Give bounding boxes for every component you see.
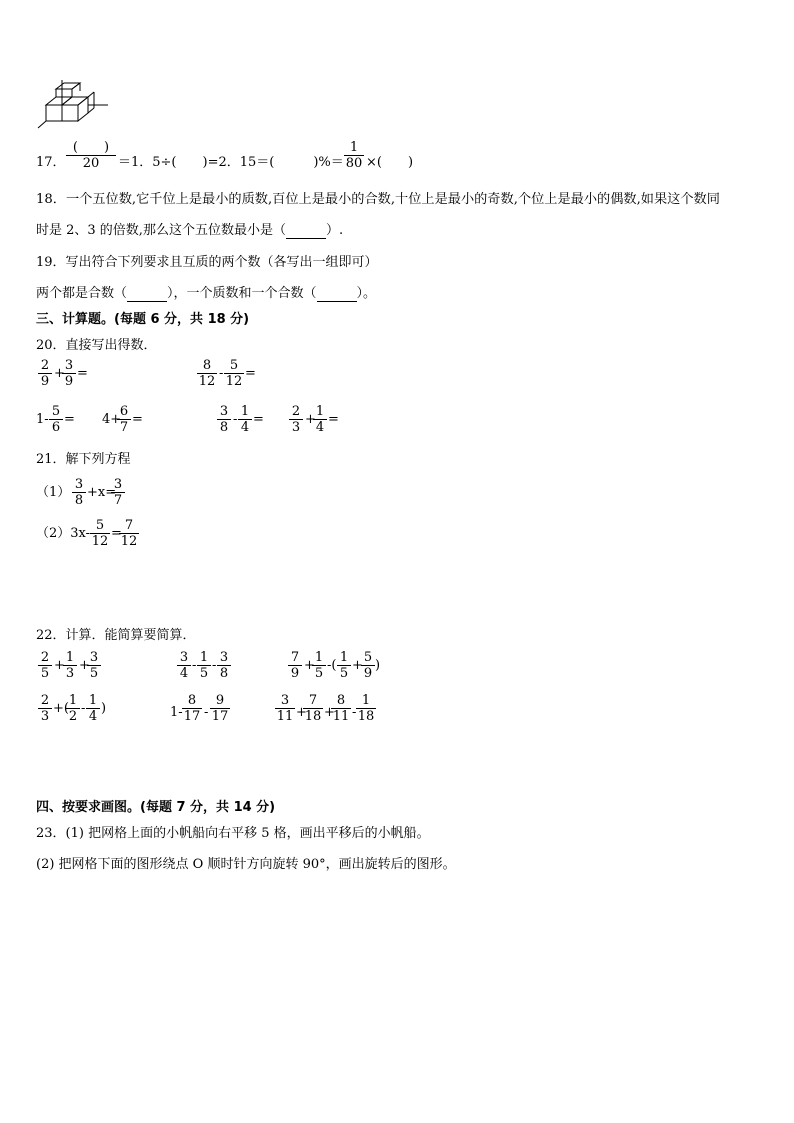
q17-fraction-2-den: 80 xyxy=(345,156,363,171)
q22-c6-op1: + xyxy=(296,705,307,720)
frac-num: 3 xyxy=(217,650,231,666)
q22-c2-frac-c xyxy=(217,650,231,681)
section-4-heading: 四、按要求画图。(每题 7 分，共 14 分) xyxy=(36,800,276,815)
frac-den: 2 xyxy=(68,709,78,724)
q20-e3-eq: = xyxy=(64,412,75,427)
q21-p1-frac-a xyxy=(72,477,86,508)
frac-num: 3 xyxy=(275,693,295,709)
frac-num: 2 xyxy=(38,693,52,709)
q22-c1-frac-c xyxy=(87,650,101,681)
q20-e1-frac-a xyxy=(38,358,52,389)
q22-c3-frac-b xyxy=(312,650,326,681)
frac-den: 8 xyxy=(219,420,229,435)
q20-e6-frac-b xyxy=(313,404,327,435)
frac-den: 3 xyxy=(65,666,75,681)
q20-e2-frac-b xyxy=(224,358,244,389)
frac-num: 2 xyxy=(38,358,52,374)
q22-c6-op2: + xyxy=(324,705,335,720)
q22-c3-op2: -( xyxy=(327,658,337,673)
q23-line-2: (2) 把网格下面的图形绕点 O 顺时针方向旋转 90°，画出旋转后的图形。 xyxy=(36,857,456,872)
q20-e5-eq: = xyxy=(253,412,264,427)
q22-c5-frac-a xyxy=(182,693,202,724)
q20-e5-op: - xyxy=(233,412,238,427)
frac-num: 2 xyxy=(38,650,52,666)
frac-den: 18 xyxy=(357,709,375,724)
q22-c3-frac-a xyxy=(288,650,302,681)
q20-e2-eq: = xyxy=(245,366,256,381)
q18-line-1: 18．一个五位数,它千位上是最小的质数,百位上是最小的合数,十位上是最小的奇数,个位上是最小的偶数,如果这个数同 xyxy=(36,192,720,207)
q20-e1-op: + xyxy=(54,366,65,381)
frac-num: 3 xyxy=(62,358,76,374)
q20-e6-op: + xyxy=(305,412,316,427)
q21-p1-mid: +x= xyxy=(87,485,117,500)
q19-blank-2[interactable] xyxy=(317,286,357,302)
frac-den: 11 xyxy=(276,709,294,724)
frac-num: 5 xyxy=(361,650,375,666)
frac-num: 3 xyxy=(87,650,101,666)
frac-den: 4 xyxy=(179,666,189,681)
frac-num: 9 xyxy=(210,693,230,709)
q20-e3-frac-a xyxy=(49,404,63,435)
section-3-heading: 三、计算题。(每题 6 分，共 18 分) xyxy=(36,312,250,327)
q17-tail-text: ×( ) xyxy=(366,155,414,170)
frac-den: 9 xyxy=(290,666,300,681)
q22-c5-pre: 1- xyxy=(170,705,183,720)
frac-den: 12 xyxy=(198,374,216,389)
frac-den: 17 xyxy=(211,709,229,724)
q20-e4-frac-a xyxy=(117,404,131,435)
q19-line-1: 19．写出符合下列要求且互质的两个数（各写出一组即可） xyxy=(36,255,378,270)
q17-row xyxy=(36,140,736,174)
q22-c1-op2: + xyxy=(79,658,90,673)
q20-e6-frac-a xyxy=(289,404,303,435)
q20-e5-frac-a xyxy=(217,404,231,435)
q20-e4-pre: 4+ xyxy=(102,412,122,427)
q20-e2-frac-a xyxy=(197,358,217,389)
frac-den: 4 xyxy=(315,420,325,435)
frac-num: 7 xyxy=(288,650,302,666)
frac-num: 5 xyxy=(90,518,110,534)
frac-num: 1 xyxy=(356,693,376,709)
frac-den: 12 xyxy=(225,374,243,389)
q22-c2-op1: - xyxy=(192,658,197,673)
q22-title: 22．计算．能简算要简算． xyxy=(36,628,196,643)
q20-e1-eq: = xyxy=(77,366,88,381)
q21-p1-frac-b xyxy=(111,477,125,508)
q19-line-2-b: ），一个质数和一个合数（ xyxy=(167,286,317,301)
frac-den: 8 xyxy=(219,666,229,681)
frac-den: 7 xyxy=(113,493,123,508)
frac-den: 8 xyxy=(74,493,84,508)
q17-number: 17． xyxy=(36,155,66,170)
frac-den: 6 xyxy=(51,420,61,435)
q22-c5-frac-b xyxy=(210,693,230,724)
frac-num: 1 xyxy=(337,650,351,666)
q22-c6-op3: - xyxy=(352,705,357,720)
q20-e1-frac-b xyxy=(62,358,76,389)
frac-den: 3 xyxy=(291,420,301,435)
frac-num: 3 xyxy=(72,477,86,493)
q17-fraction-1-den: 20 xyxy=(82,156,100,171)
q21-p2-frac-b xyxy=(119,518,139,549)
q22-c2-frac-a xyxy=(177,650,191,681)
frac-den: 4 xyxy=(88,709,98,724)
q22-c4-frac-a xyxy=(38,693,52,724)
frac-num: 8 xyxy=(331,693,351,709)
q22-c3-close: ) xyxy=(375,658,381,673)
frac-den: 18 xyxy=(304,709,322,724)
frac-num: 5 xyxy=(224,358,244,374)
q17-fraction-1-num: ( ) xyxy=(66,140,116,156)
frac-num: 6 xyxy=(117,404,131,420)
frac-num: 3 xyxy=(111,477,125,493)
q19-line-2 xyxy=(36,282,376,302)
frac-den: 7 xyxy=(119,420,129,435)
frac-den: 5 xyxy=(199,666,209,681)
frac-den: 3 xyxy=(40,709,50,724)
q22-c1-op1: + xyxy=(54,658,65,673)
frac-num: 1 xyxy=(197,650,211,666)
frac-num: 1 xyxy=(66,693,80,709)
frac-den: 5 xyxy=(314,666,324,681)
frac-num: 1 xyxy=(63,650,77,666)
q22-c4-frac-c xyxy=(86,693,100,724)
q22-c4-frac-b xyxy=(66,693,80,724)
q22-c4-close: ) xyxy=(101,701,107,716)
frac-num: 7 xyxy=(303,693,323,709)
q22-c6-frac-b xyxy=(303,693,323,724)
q18-line-2 xyxy=(36,219,343,239)
frac-den: 5 xyxy=(40,666,50,681)
q22-c4-op2: - xyxy=(81,701,86,716)
cube-stack-figure xyxy=(36,80,111,135)
q19-line-2-a: 两个都是合数（ xyxy=(36,286,128,301)
q21-title: 21．解下列方程 xyxy=(36,452,131,467)
frac-den: 11 xyxy=(332,709,350,724)
frac-num: 5 xyxy=(49,404,63,420)
q22-c4-op1: +( xyxy=(53,701,69,716)
q21-p2-mid: = xyxy=(111,526,122,541)
frac-num: 1 xyxy=(238,404,252,420)
q20-e3-pre: 1- xyxy=(36,412,49,427)
frac-den: 9 xyxy=(363,666,373,681)
q22-c3-frac-c xyxy=(337,650,351,681)
q23-line-1: 23．(1) 把网格上面的小帆船向右平移 5 格，画出平移后的小帆船。 xyxy=(36,826,430,841)
frac-den: 4 xyxy=(240,420,250,435)
q21-p1-label: （1） xyxy=(36,485,71,500)
q17-fraction-2 xyxy=(344,140,364,171)
frac-num: 3 xyxy=(217,404,231,420)
q19-blank-1[interactable] xyxy=(127,286,167,302)
q22-c3-frac-d xyxy=(361,650,375,681)
q20-e4-eq: = xyxy=(132,412,143,427)
frac-num: 3 xyxy=(177,650,191,666)
q22-c6-frac-d xyxy=(356,693,376,724)
q22-c5-op1: - xyxy=(204,705,209,720)
q19-line-2-c: ）。 xyxy=(356,286,377,301)
frac-den: 12 xyxy=(91,534,109,549)
frac-num: 1 xyxy=(313,404,327,420)
frac-den: 5 xyxy=(89,666,99,681)
frac-den: 5 xyxy=(339,666,349,681)
frac-num: 1 xyxy=(86,693,100,709)
q22-c6-frac-a xyxy=(275,693,295,724)
q17-fraction-2-num: 1 xyxy=(344,140,364,156)
q18-line-2-pre: 时是 2、3 的倍数,那么这个五位数最小是（ xyxy=(36,223,286,238)
frac-num: 1 xyxy=(312,650,326,666)
q18-line-2-post: ）. xyxy=(325,223,344,238)
q22-c2-frac-b xyxy=(197,650,211,681)
q22-c3-op1: + xyxy=(304,658,315,673)
q22-c2-op2: - xyxy=(212,658,217,673)
q21-p2-label: （2）3x- xyxy=(36,526,91,541)
q22-c3-op3: + xyxy=(352,658,363,673)
frac-den: 17 xyxy=(183,709,201,724)
q22-c6-frac-c xyxy=(331,693,351,724)
frac-num: 8 xyxy=(197,358,217,374)
frac-den: 12 xyxy=(120,534,138,549)
q20-e2-op: - xyxy=(219,366,224,381)
q21-p2-frac-a xyxy=(90,518,110,549)
q17-fraction-1 xyxy=(66,140,116,171)
q17-middle-text: ＝1．5÷( )=2．15＝( )%＝ xyxy=(118,155,344,170)
q22-c1-frac-b xyxy=(63,650,77,681)
q22-c1-frac-a xyxy=(38,650,52,681)
frac-den: 9 xyxy=(64,374,74,389)
q20-title: 20．直接写出得数． xyxy=(36,338,157,353)
frac-num: 8 xyxy=(182,693,202,709)
frac-num: 7 xyxy=(119,518,139,534)
frac-num: 2 xyxy=(289,404,303,420)
frac-den: 9 xyxy=(40,374,50,389)
q20-e5-frac-b xyxy=(238,404,252,435)
q20-e6-eq: = xyxy=(328,412,339,427)
q18-answer-blank[interactable] xyxy=(286,223,326,239)
